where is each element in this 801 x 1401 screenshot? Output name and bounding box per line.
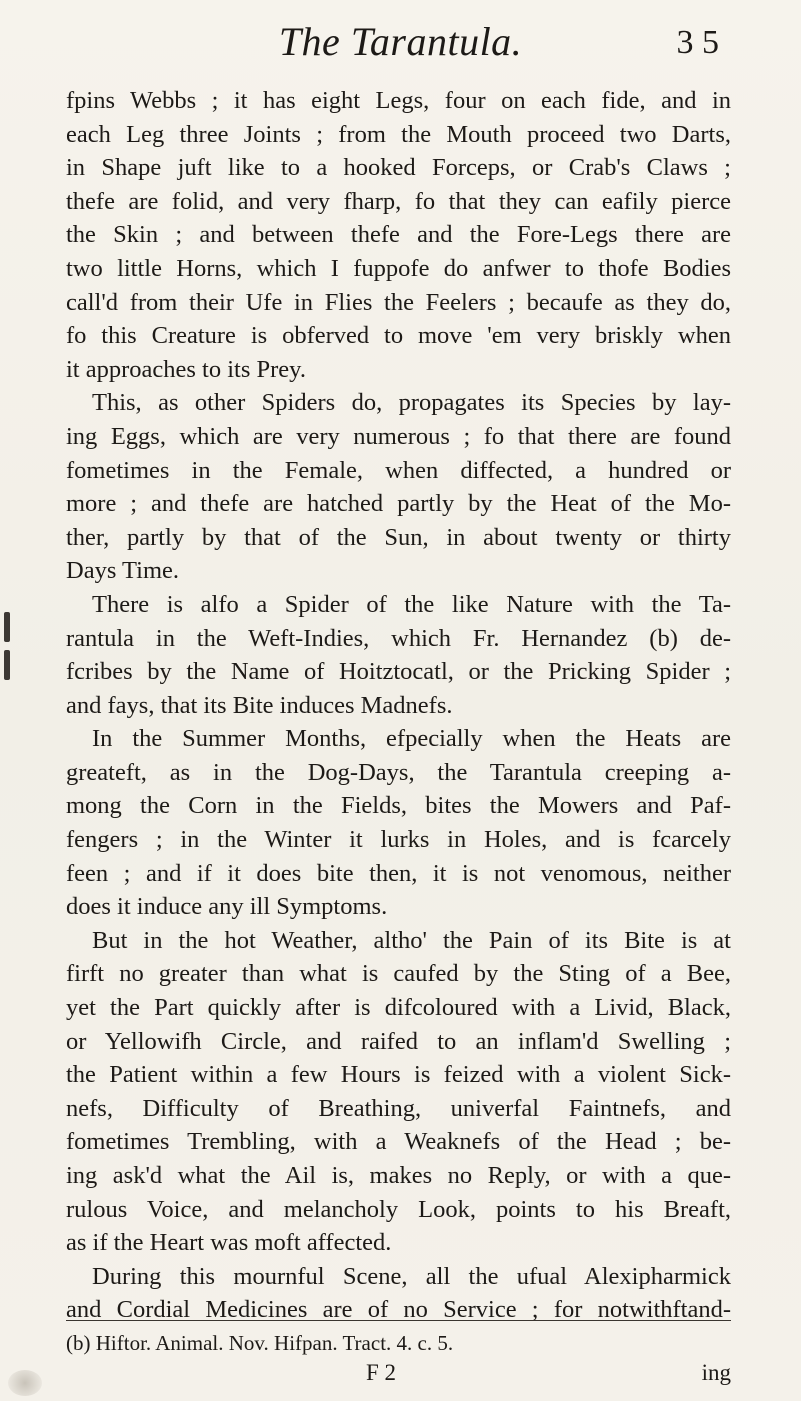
body-text [66, 84, 731, 1327]
text-line: in Shape juft like to a hooked Forceps, or Crab's Claws ; [66, 154, 731, 182]
text-line: call'd from their Ufe in Flies the Feelers ; becaufe as they do, [66, 288, 731, 316]
text-line: and fays, that its Bite induces Madnefs. [66, 691, 453, 719]
text-line: two little Horns, which I fuppofe do anfwer to thofe Bodies [66, 254, 731, 282]
margin-mark [4, 650, 10, 680]
margin-mark [4, 612, 10, 642]
text-line: fpins Webbs ; it has eight Legs, four on each fide, and in [66, 87, 731, 114]
page-number: 3 5 [676, 24, 719, 61]
text-line: fengers ; in the Winter it lurks in Holes, and is fcarcely [66, 826, 731, 854]
text-line: There is alfo a Spider of the like Nature with the Ta- [92, 590, 731, 618]
text-line: fcribes by the Name of Hoitztocatl, or the Pricking Spider ; [66, 658, 731, 686]
text-line: This, as other Spiders do, propagates its Species by lay- [92, 389, 731, 417]
text-line: greateft, as in the Dog-Days, the Tarantula creeping a- [66, 758, 731, 786]
page-header [0, 18, 801, 78]
text-line: In the Summer Months, efpecially when the Heats are [92, 725, 731, 753]
text-line: During this mournful Scene, all the ufual Alexipharmick [92, 1262, 731, 1290]
text-line: as if the Heart was moft affected. [66, 1229, 392, 1257]
signature-line [66, 1360, 731, 1390]
text-line: it approaches to its Prey. [66, 355, 306, 383]
text-line: thefe are folid, and very fharp, fo that they can eafily pierce [66, 187, 731, 215]
text-line: each Leg three Joints ; from the Mouth proceed two Darts, [66, 120, 731, 148]
footnote: (b) Hiftor. Animal. Nov. Hifpan. Tract. 4. c. 5. [66, 1331, 454, 1355]
text-line: yet the Part quickly after is difcoloured with a Livid, Black, [66, 994, 731, 1022]
text-line: fometimes in the Female, when diffected, a hundred or [66, 456, 731, 484]
text-line: ther, partly by that of the Sun, in about twenty or thirty [66, 523, 731, 551]
text-line: the Patient within a few Hours is feized with a violent Sick- [66, 1061, 731, 1089]
text-line: feen ; and if it does bite then, it is not venomous, neither [66, 859, 731, 887]
text-line: more ; and thefe are hatched partly by the Heat of the Mo- [66, 490, 731, 518]
page-stain [8, 1370, 42, 1396]
text-line: fo this Creature is obferved to move 'em very briskly when [66, 322, 731, 350]
text-line: ing Eggs, which are very numerous ; fo that there are found [66, 422, 731, 450]
running-title: The Tarantula. [278, 19, 523, 64]
text-line: But in the hot Weather, altho' the Pain of its Bite is at [92, 926, 731, 954]
text-line: nefs, Difficulty of Breathing, univerfal Faintnefs, and [66, 1094, 731, 1122]
text-line: fometimes Trembling, with a Weaknefs of the Head ; be- [66, 1128, 731, 1156]
catchword: ing [701, 1360, 731, 1385]
text-line: ing ask'd what the Ail is, makes no Reply, or with a que- [66, 1162, 731, 1189]
text-line: the Skin ; and between thefe and the Fore-Legs there are [66, 221, 731, 249]
text-line: or Yellowifh Circle, and raifed to an inflam'd Swelling ; [66, 1027, 731, 1055]
footnote-rule [66, 1320, 731, 1321]
text-line: rantula in the Weft-Indies, which Fr. Hernandez (b) de- [66, 624, 731, 652]
signature-mark: F 2 [366, 1360, 397, 1385]
text-line: and Cordial Medicines are of no Service ; for notwithftand- [66, 1296, 731, 1324]
text-line: mong the Corn in the Fields, bites the Mowers and Paf- [66, 792, 731, 820]
text-line: does it induce any ill Symptoms. [66, 893, 388, 921]
text-line: firft no greater than what is caufed by the Sting of a Bee, [66, 960, 731, 988]
text-line: rulous Voice, and melancholy Look, points to his Breaft, [66, 1195, 731, 1223]
text-line: Days Time. [66, 557, 180, 585]
